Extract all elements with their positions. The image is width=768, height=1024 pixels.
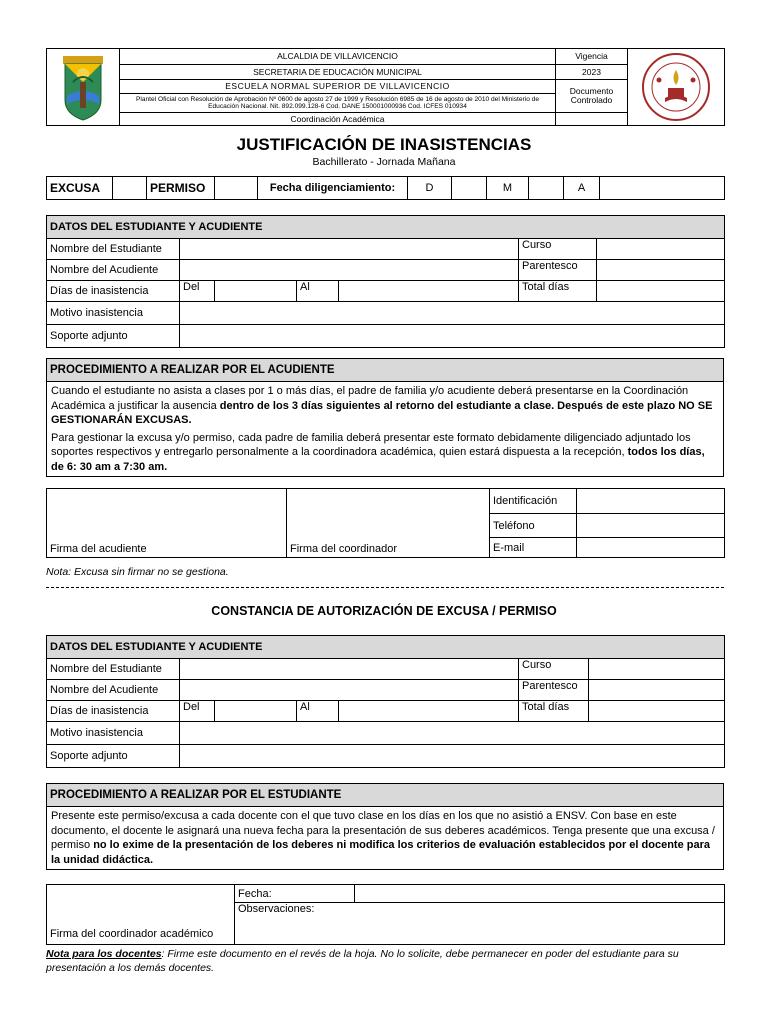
section-title-student-data: DATOS DEL ESTUDIANTE Y ACUDIENTE (47, 216, 725, 239)
student-name-label: Nombre del Estudiante (47, 239, 180, 260)
header-line-5: Coordinación Académica (120, 113, 556, 126)
student-data-table-2 (46, 635, 725, 768)
fecha-field[interactable] (355, 885, 725, 903)
school-seal-logo (641, 52, 711, 122)
identification-field[interactable] (577, 489, 725, 514)
excusa-label: EXCUSA (47, 177, 113, 200)
guardian-name-label-2: Nombre del Acudiente (47, 680, 180, 701)
day-label: D (408, 177, 452, 200)
total-days-label: Total días (519, 281, 597, 302)
year-label: A (564, 177, 600, 200)
del-date-field-2[interactable] (215, 701, 297, 722)
absence-reason-label-2: Motivo inasistencia (47, 722, 180, 745)
section-title-guardian-procedure: PROCEDIMIENTO A REALIZAR POR EL ACUDIENTE (47, 359, 724, 382)
parentesco-field[interactable] (597, 260, 725, 281)
total-days-field[interactable] (597, 281, 725, 302)
unsigned-note: Nota: Excusa sin firmar no se gestiona. (46, 566, 229, 578)
permiso-label: PERMISO (147, 177, 215, 200)
header-empty-cell (556, 113, 628, 126)
header-line-4: Plantel Oficial con Resolución de Aprobación Nº 0600 de agosto 27 de 1999 y Resolución 6985 de 16 de agosto de 2010 del Ministerio de Educación Nacional. Nit. 892.099.128-6 Cod. DANE 150001000936 Cod. ICFES 010934 (120, 94, 556, 113)
parentesco-label-2: Parentesco (519, 680, 589, 701)
student-name-field-2[interactable] (180, 659, 519, 680)
email-field[interactable] (577, 538, 725, 558)
excusa-checkbox[interactable] (113, 177, 147, 200)
header-line-1: ALCALDIA DE VILLAVICENCIO (120, 49, 556, 65)
attached-support-field-2[interactable] (180, 745, 725, 768)
del-label: Del (180, 281, 215, 302)
student-procedure-text: Presente este permiso/excusa a cada docente con el que tuvo clase en los días en los que no asistió a ENSV. Con base en este documento, el docente le asignará una nueva fecha para la presentación de sus deberes académicos. Tenga presente que una excusa / permiso no lo exime de la presentación de los deberes ni modifica los criterios de evaluación establecidos por el docente para la unidad didáctica. (47, 807, 724, 870)
al-label: Al (297, 281, 339, 302)
del-label-2: Del (180, 701, 215, 722)
day-field[interactable] (452, 177, 487, 200)
del-date-field[interactable] (215, 281, 297, 302)
absence-reason-field[interactable] (180, 302, 725, 325)
al-label-2: Al (297, 701, 339, 722)
section-title-student-data-2: DATOS DEL ESTUDIANTE Y ACUDIENTE (47, 636, 725, 659)
guardian-procedure-paragraph-1: Cuando el estudiante no asista a clases por 1 o más días, el padre de familia y/o acudiente deberá presentarse en la Coordinación Académica a justificar la ausencia dentro de los 3 días siguientes al retorno del estudiante a clase. Después de este plazo NO SE GESTIONARÁN EXCUSAS. (51, 385, 713, 427)
section-title-student-procedure: PROCEDIMIENTO A REALIZAR POR EL ESTUDIANTE (47, 784, 724, 807)
guardian-signature-label: Firma del acudiente (47, 489, 287, 558)
attached-support-label: Soporte adjunto (47, 325, 180, 348)
cut-line (46, 587, 724, 588)
school-seal-cell (628, 49, 725, 126)
guardian-name-label: Nombre del Acudiente (47, 260, 180, 281)
attached-support-field[interactable] (180, 325, 725, 348)
absence-days-label-2: Días de inasistencia (47, 701, 180, 722)
al-date-field[interactable] (339, 281, 519, 302)
document-controlled-label: Documento Controlado (556, 80, 628, 113)
coordinator-signature-label: Firma del coordinador (287, 489, 490, 558)
vigencia-label: Vigencia (556, 49, 628, 65)
city-shield-cell (47, 49, 120, 126)
fecha-label: Fecha: (235, 885, 355, 903)
request-type-row (46, 176, 725, 200)
teachers-note (46, 948, 726, 975)
month-label: M (487, 177, 529, 200)
guardian-procedure-paragraph-2: Para gestionar la excusa y/o permiso, cada padre de familia deberá presentar este formato debidamente diligenciado adjuntado los soportes respectivos y entregarlo personalmente a la coordinadora académica, quien estará dispuesta a la recepción, todos los días, de 6: 30 am a 7:30 am. (51, 431, 705, 473)
student-name-label-2: Nombre del Estudiante (47, 659, 180, 680)
header-line-3: ESCUELA NORMAL SUPERIOR DE VILLAVICENCIO (120, 80, 556, 94)
document-header (46, 48, 725, 126)
phone-label: Teléfono (490, 514, 577, 538)
permiso-checkbox[interactable] (215, 177, 258, 200)
signatures-table-2 (46, 884, 725, 945)
guardian-name-field-2[interactable] (180, 680, 519, 701)
total-days-field-2[interactable] (589, 701, 725, 722)
year-field[interactable] (600, 177, 725, 200)
page-subtitle: Bachillerato - Jornada Mañana (312, 156, 456, 168)
email-label: E-mail (490, 538, 577, 558)
guardian-procedure-box (46, 358, 724, 477)
guardian-procedure-text (47, 382, 724, 477)
parentesco-field-2[interactable] (589, 680, 725, 701)
absence-days-label: Días de inasistencia (47, 281, 180, 302)
total-days-label-2: Total días (519, 701, 589, 722)
absence-reason-field-2[interactable] (180, 722, 725, 745)
city-shield-logo (61, 52, 105, 122)
teachers-note-text: : Firme este documento en el revés de la hoja. No lo solicite, debe permanecer en poder del estudiante para su presentación a los demás docentes. (46, 948, 679, 974)
phone-field[interactable] (577, 514, 725, 538)
absence-reason-label: Motivo inasistencia (47, 302, 180, 325)
page-title: JUSTIFICACIÓN DE INASISTENCIAS (236, 135, 532, 154)
observations-field[interactable] (235, 903, 725, 945)
signatures-table-1 (46, 488, 725, 558)
curso-label: Curso (519, 239, 597, 260)
header-line-2: SECRETARIA DE EDUCACIÓN MUNICIPAL (120, 65, 556, 80)
vigencia-value: 2023 (556, 65, 628, 80)
observations-label: Observaciones: (238, 903, 315, 915)
student-procedure-box (46, 783, 724, 870)
fecha-diligenciamiento-label: Fecha diligenciamiento: (258, 177, 408, 200)
al-date-field-2[interactable] (339, 701, 519, 722)
student-name-field[interactable] (180, 239, 519, 260)
academic-coordinator-signature-label: Firma del coordinador académico (47, 885, 235, 945)
teachers-note-label: Nota para los docentes (46, 948, 162, 960)
constancia-title: CONSTANCIA DE AUTORIZACIÓN DE EXCUSA / PERMISO (211, 604, 557, 618)
identification-label: Identificación (490, 489, 577, 514)
month-field[interactable] (529, 177, 564, 200)
curso-field-2[interactable] (589, 659, 725, 680)
curso-field[interactable] (597, 239, 725, 260)
attached-support-label-2: Soporte adjunto (47, 745, 180, 768)
curso-label-2: Curso (519, 659, 589, 680)
parentesco-label: Parentesco (519, 260, 597, 281)
guardian-name-field[interactable] (180, 260, 519, 281)
student-data-table-1 (46, 215, 725, 348)
